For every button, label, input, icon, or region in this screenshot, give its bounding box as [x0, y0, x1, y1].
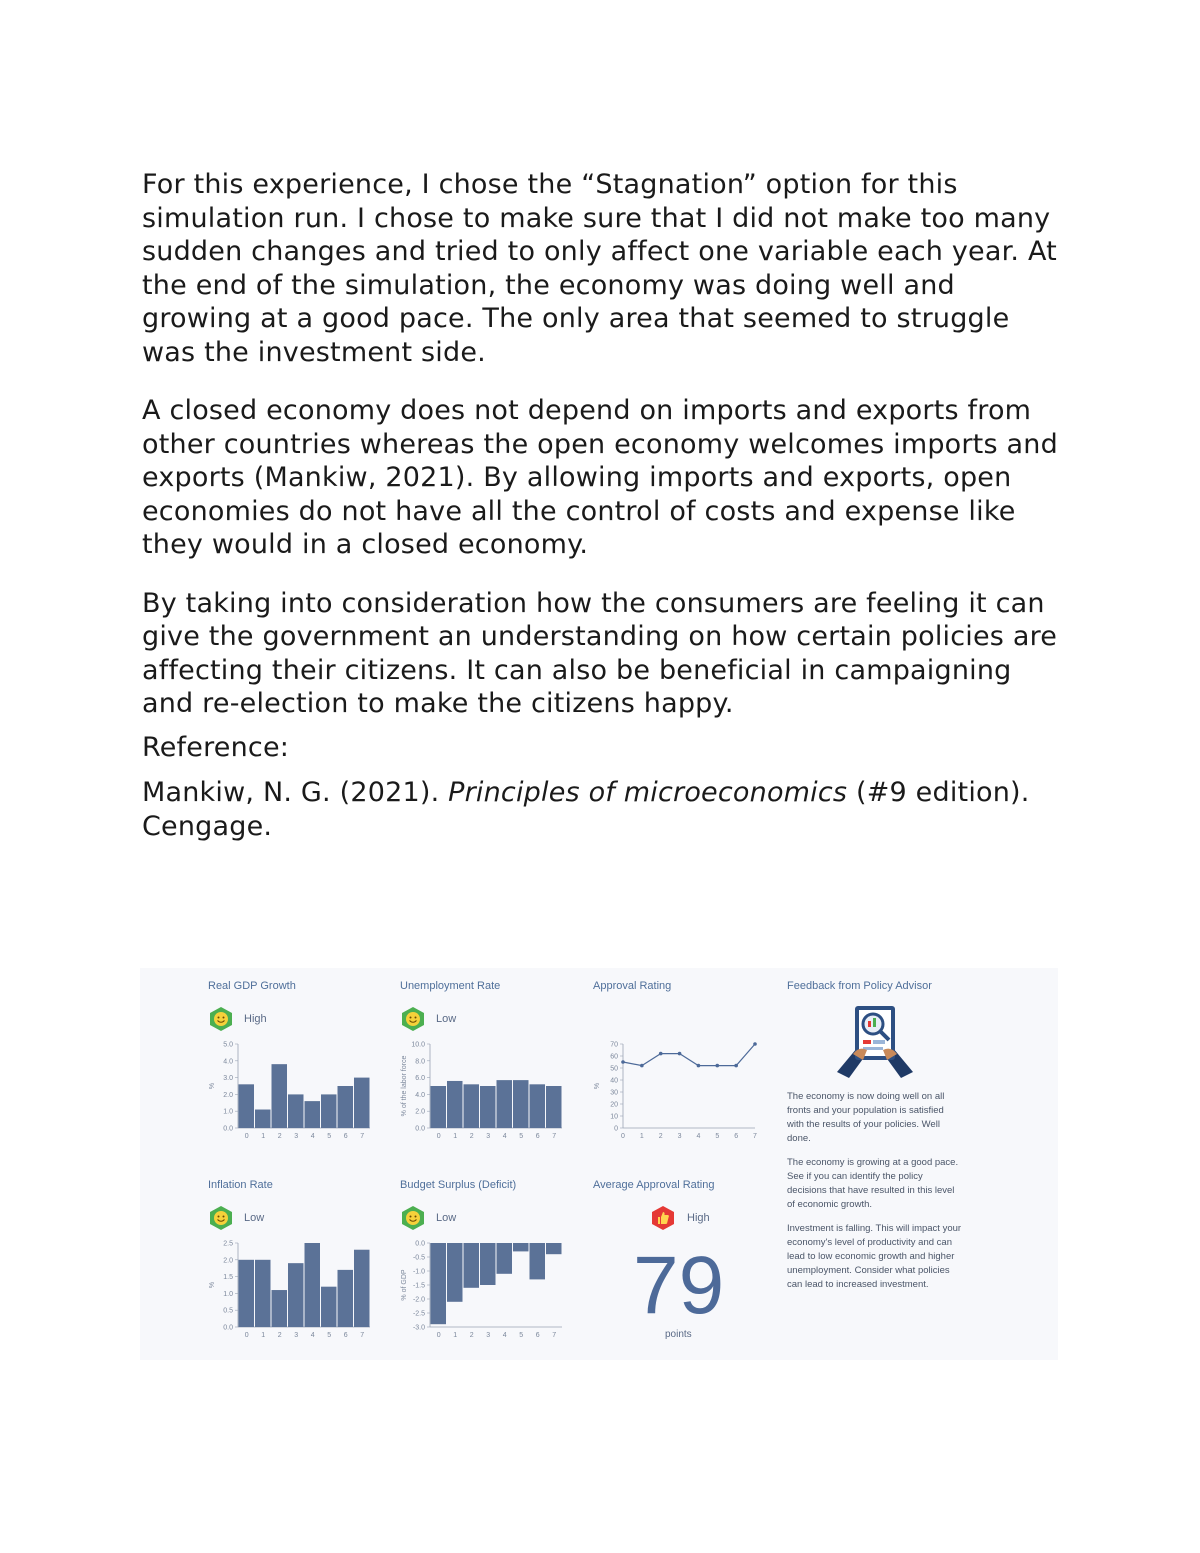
y-tick-label: 2.0: [223, 1091, 233, 1099]
approval-chart: [593, 1038, 763, 1148]
approval-title: Approval Rating: [593, 980, 672, 992]
y-tick-label: -1.0: [412, 1268, 425, 1276]
y-tick-label: -3.0: [412, 1324, 425, 1332]
budget-chart: [400, 1237, 570, 1347]
unemployment-status: Low: [436, 1013, 457, 1025]
x-tick-label: 1: [261, 1133, 266, 1140]
bar: [447, 1243, 463, 1302]
bar: [305, 1243, 321, 1327]
paragraph-consumer-feeling: By taking into consideration how the consumers are feeling it can give the government an understanding on how certain policies are affecting their citizens. It can also be beneficial in campaigning and re-election to make the citizens happy.: [142, 587, 1058, 719]
bar: [546, 1243, 562, 1254]
y-tick-label: 2.0: [415, 1108, 425, 1116]
x-tick-label: 4: [310, 1133, 315, 1140]
gdp-status: High: [244, 1013, 267, 1025]
x-tick-label: 3: [294, 1332, 299, 1339]
y-tick-label: 0.0: [223, 1324, 233, 1332]
x-tick-label: 1: [639, 1133, 644, 1140]
y-tick-label: 40: [610, 1077, 618, 1085]
paragraph-open-closed-economy: A closed economy does not depend on imports and exports from other countries whereas the open economy welcomes imports and exports (Mankiw, 2021). By allowing imports and exports, open economies do not have all the control of costs and expense like they would in a closed economy.: [142, 395, 1058, 560]
citation-title: Principles of microeconomics: [448, 777, 848, 808]
y-tick-label: 3.0: [223, 1075, 233, 1083]
x-tick-label: 6: [535, 1332, 540, 1339]
y-tick-label: 1.5: [223, 1274, 233, 1282]
y-axis-label: % of the labor force: [401, 1055, 408, 1117]
x-tick-label: 0: [244, 1332, 249, 1339]
bar: [288, 1263, 304, 1327]
x-tick-label: 3: [294, 1133, 299, 1140]
bar: [431, 1086, 447, 1128]
y-tick-label: 60: [610, 1053, 618, 1061]
advisor-report-icon: [827, 1000, 923, 1082]
x-tick-label: 6: [343, 1133, 348, 1140]
y-tick-label: 70: [610, 1041, 618, 1049]
bar: [354, 1250, 370, 1327]
x-tick-label: 4: [310, 1332, 315, 1339]
y-tick-label: 10: [610, 1113, 618, 1121]
paragraph-stagnation: For this experience, I chose the “Stagnation” option for this simulation run. I chose to make sure that I did not make too many sudden changes and tried to only affect one variable each year. At the end of the simulation, the economy was doing well and growing at a good pace. The only area that seemed to struggle was the investment side.: [142, 169, 1057, 368]
x-tick-label: 1: [453, 1332, 458, 1339]
y-tick-label: 50: [610, 1065, 618, 1073]
bar: [513, 1080, 529, 1128]
x-tick-label: 6: [343, 1332, 348, 1339]
x-tick-label: 7: [753, 1133, 757, 1140]
smiley-icon: [400, 1006, 426, 1032]
y-tick-label: -2.0: [412, 1296, 425, 1304]
gdp-title: Real GDP Growth: [208, 980, 296, 992]
y-axis-label: %: [209, 1082, 216, 1090]
reference-citation: [142, 776, 1062, 843]
avg-approval-value: 79: [633, 1240, 725, 1331]
gdp-chart: [208, 1038, 378, 1148]
x-tick-label: 4: [502, 1133, 507, 1140]
x-tick-label: 7: [552, 1332, 557, 1339]
bar: [464, 1243, 480, 1288]
bar: [239, 1260, 255, 1327]
data-point: [753, 1042, 757, 1046]
x-tick-label: 0: [436, 1133, 441, 1140]
bar: [338, 1086, 354, 1128]
bar: [530, 1084, 546, 1128]
y-tick-label: 20: [610, 1101, 618, 1109]
x-tick-label: 1: [453, 1133, 458, 1140]
essay: [142, 168, 1062, 843]
y-tick-label: 4.0: [223, 1058, 233, 1066]
x-tick-label: 7: [360, 1332, 365, 1339]
reference-heading: Reference:: [142, 731, 290, 763]
feedback-message-2: The economy is growing at a good pace. See if you can identify the policy decisions that have resulted in this level of economic growth.: [787, 1157, 959, 1210]
unemployment-chart: [400, 1038, 570, 1148]
bar: [546, 1086, 562, 1128]
x-tick-label: 0: [436, 1332, 441, 1339]
x-tick-label: 3: [677, 1133, 682, 1140]
y-tick-label: 2.0: [223, 1257, 233, 1265]
inflation-status: Low: [244, 1212, 265, 1224]
y-tick-label: -1.5: [412, 1282, 425, 1290]
x-tick-label: 5: [715, 1133, 720, 1140]
inflation-title: Inflation Rate: [208, 1179, 273, 1191]
bar: [480, 1243, 496, 1285]
y-tick-label: 0.0: [415, 1240, 425, 1248]
thumbs-up-icon: [650, 1205, 676, 1231]
bar: [288, 1094, 304, 1128]
smiley-icon: [208, 1205, 234, 1231]
bar: [255, 1110, 271, 1128]
x-tick-label: 1: [261, 1332, 266, 1339]
y-tick-label: 10.0: [411, 1041, 425, 1049]
y-tick-label: 30: [610, 1089, 618, 1097]
data-point: [640, 1064, 644, 1068]
x-tick-label: 5: [327, 1332, 332, 1339]
bar: [305, 1101, 321, 1128]
citation-author: Mankiw, N. G. (2021).: [142, 777, 449, 808]
bar: [272, 1064, 288, 1128]
bar: [321, 1094, 337, 1128]
feedback-panel: [787, 980, 979, 1320]
x-tick-label: 7: [552, 1133, 557, 1140]
y-tick-label: 0: [614, 1125, 618, 1133]
y-tick-label: -0.5: [412, 1254, 425, 1262]
bar: [464, 1084, 480, 1128]
avg-approval-panel: [593, 1179, 785, 1339]
avg-approval-title: Average Approval Rating: [593, 1179, 715, 1191]
bar: [513, 1243, 529, 1251]
bar: [338, 1270, 354, 1327]
bar: [447, 1081, 463, 1128]
x-tick-label: 3: [486, 1133, 491, 1140]
bar: [255, 1260, 271, 1327]
series-line: [623, 1044, 755, 1066]
data-point: [659, 1052, 663, 1056]
bar: [272, 1290, 288, 1327]
x-tick-label: 6: [535, 1133, 540, 1140]
bar: [530, 1243, 546, 1279]
x-tick-label: 2: [277, 1332, 282, 1339]
data-point: [715, 1064, 719, 1068]
x-tick-label: 2: [658, 1133, 663, 1140]
feedback-title: Feedback from Policy Advisor: [787, 980, 932, 992]
y-tick-label: 5.0: [223, 1041, 233, 1049]
bar: [431, 1243, 447, 1324]
citation-edition: (#9 edition). Cengage.: [142, 777, 1030, 842]
x-tick-label: 6: [734, 1133, 739, 1140]
x-tick-label: 4: [502, 1332, 507, 1339]
avg-approval-status: High: [687, 1212, 710, 1224]
x-tick-label: 0: [621, 1133, 625, 1140]
simulation-dashboard-screenshot: [140, 968, 1058, 1360]
x-tick-label: 3: [486, 1332, 491, 1339]
data-point: [678, 1052, 682, 1056]
x-tick-label: 4: [696, 1133, 701, 1140]
data-point: [621, 1060, 625, 1064]
x-tick-label: 5: [519, 1332, 524, 1339]
y-tick-label: -2.5: [412, 1310, 425, 1318]
y-tick-label: 2.5: [223, 1240, 233, 1248]
unemployment-title: Unemployment Rate: [400, 980, 501, 992]
y-tick-label: 0.0: [223, 1125, 233, 1133]
bar: [354, 1078, 370, 1128]
smiley-icon: [208, 1006, 234, 1032]
y-tick-label: 8.0: [415, 1058, 425, 1066]
feedback-message-1: The economy is now doing well on all fronts and your population is satisfied with the results of your policies. Well done.: [787, 1091, 945, 1144]
y-axis-label: %: [594, 1082, 601, 1090]
y-tick-label: 4.0: [415, 1091, 425, 1099]
inflation-chart: [208, 1237, 378, 1347]
y-tick-label: 0.5: [223, 1307, 233, 1315]
bar: [321, 1287, 337, 1327]
avg-approval-unit: points: [665, 1329, 692, 1340]
data-point: [697, 1064, 701, 1068]
y-axis-label: % of GDP: [401, 1269, 408, 1301]
bar: [497, 1243, 513, 1274]
y-axis-label: %: [209, 1281, 216, 1289]
x-tick-label: 5: [327, 1133, 332, 1140]
y-tick-label: 1.0: [223, 1108, 233, 1116]
x-tick-label: 7: [360, 1133, 365, 1140]
bar: [239, 1084, 255, 1128]
x-tick-label: 5: [519, 1133, 524, 1140]
bar: [497, 1080, 513, 1128]
smiley-icon: [400, 1205, 426, 1231]
y-tick-label: 6.0: [415, 1075, 425, 1083]
x-tick-label: 2: [469, 1332, 474, 1339]
y-tick-label: 1.0: [223, 1290, 233, 1298]
x-tick-label: 0: [244, 1133, 249, 1140]
feedback-message-3: Investment is falling. This will impact your economy's level of productivity and can lead to low economic growth and higher unemployment. Consider what policies can lead to increased investment.: [787, 1223, 962, 1290]
bar: [480, 1086, 496, 1128]
budget-title: Budget Surplus (Deficit): [400, 1179, 517, 1191]
x-tick-label: 2: [469, 1133, 474, 1140]
x-tick-label: 2: [277, 1133, 282, 1140]
budget-status: Low: [436, 1212, 457, 1224]
data-point: [734, 1064, 738, 1068]
y-tick-label: 0.0: [415, 1125, 425, 1133]
